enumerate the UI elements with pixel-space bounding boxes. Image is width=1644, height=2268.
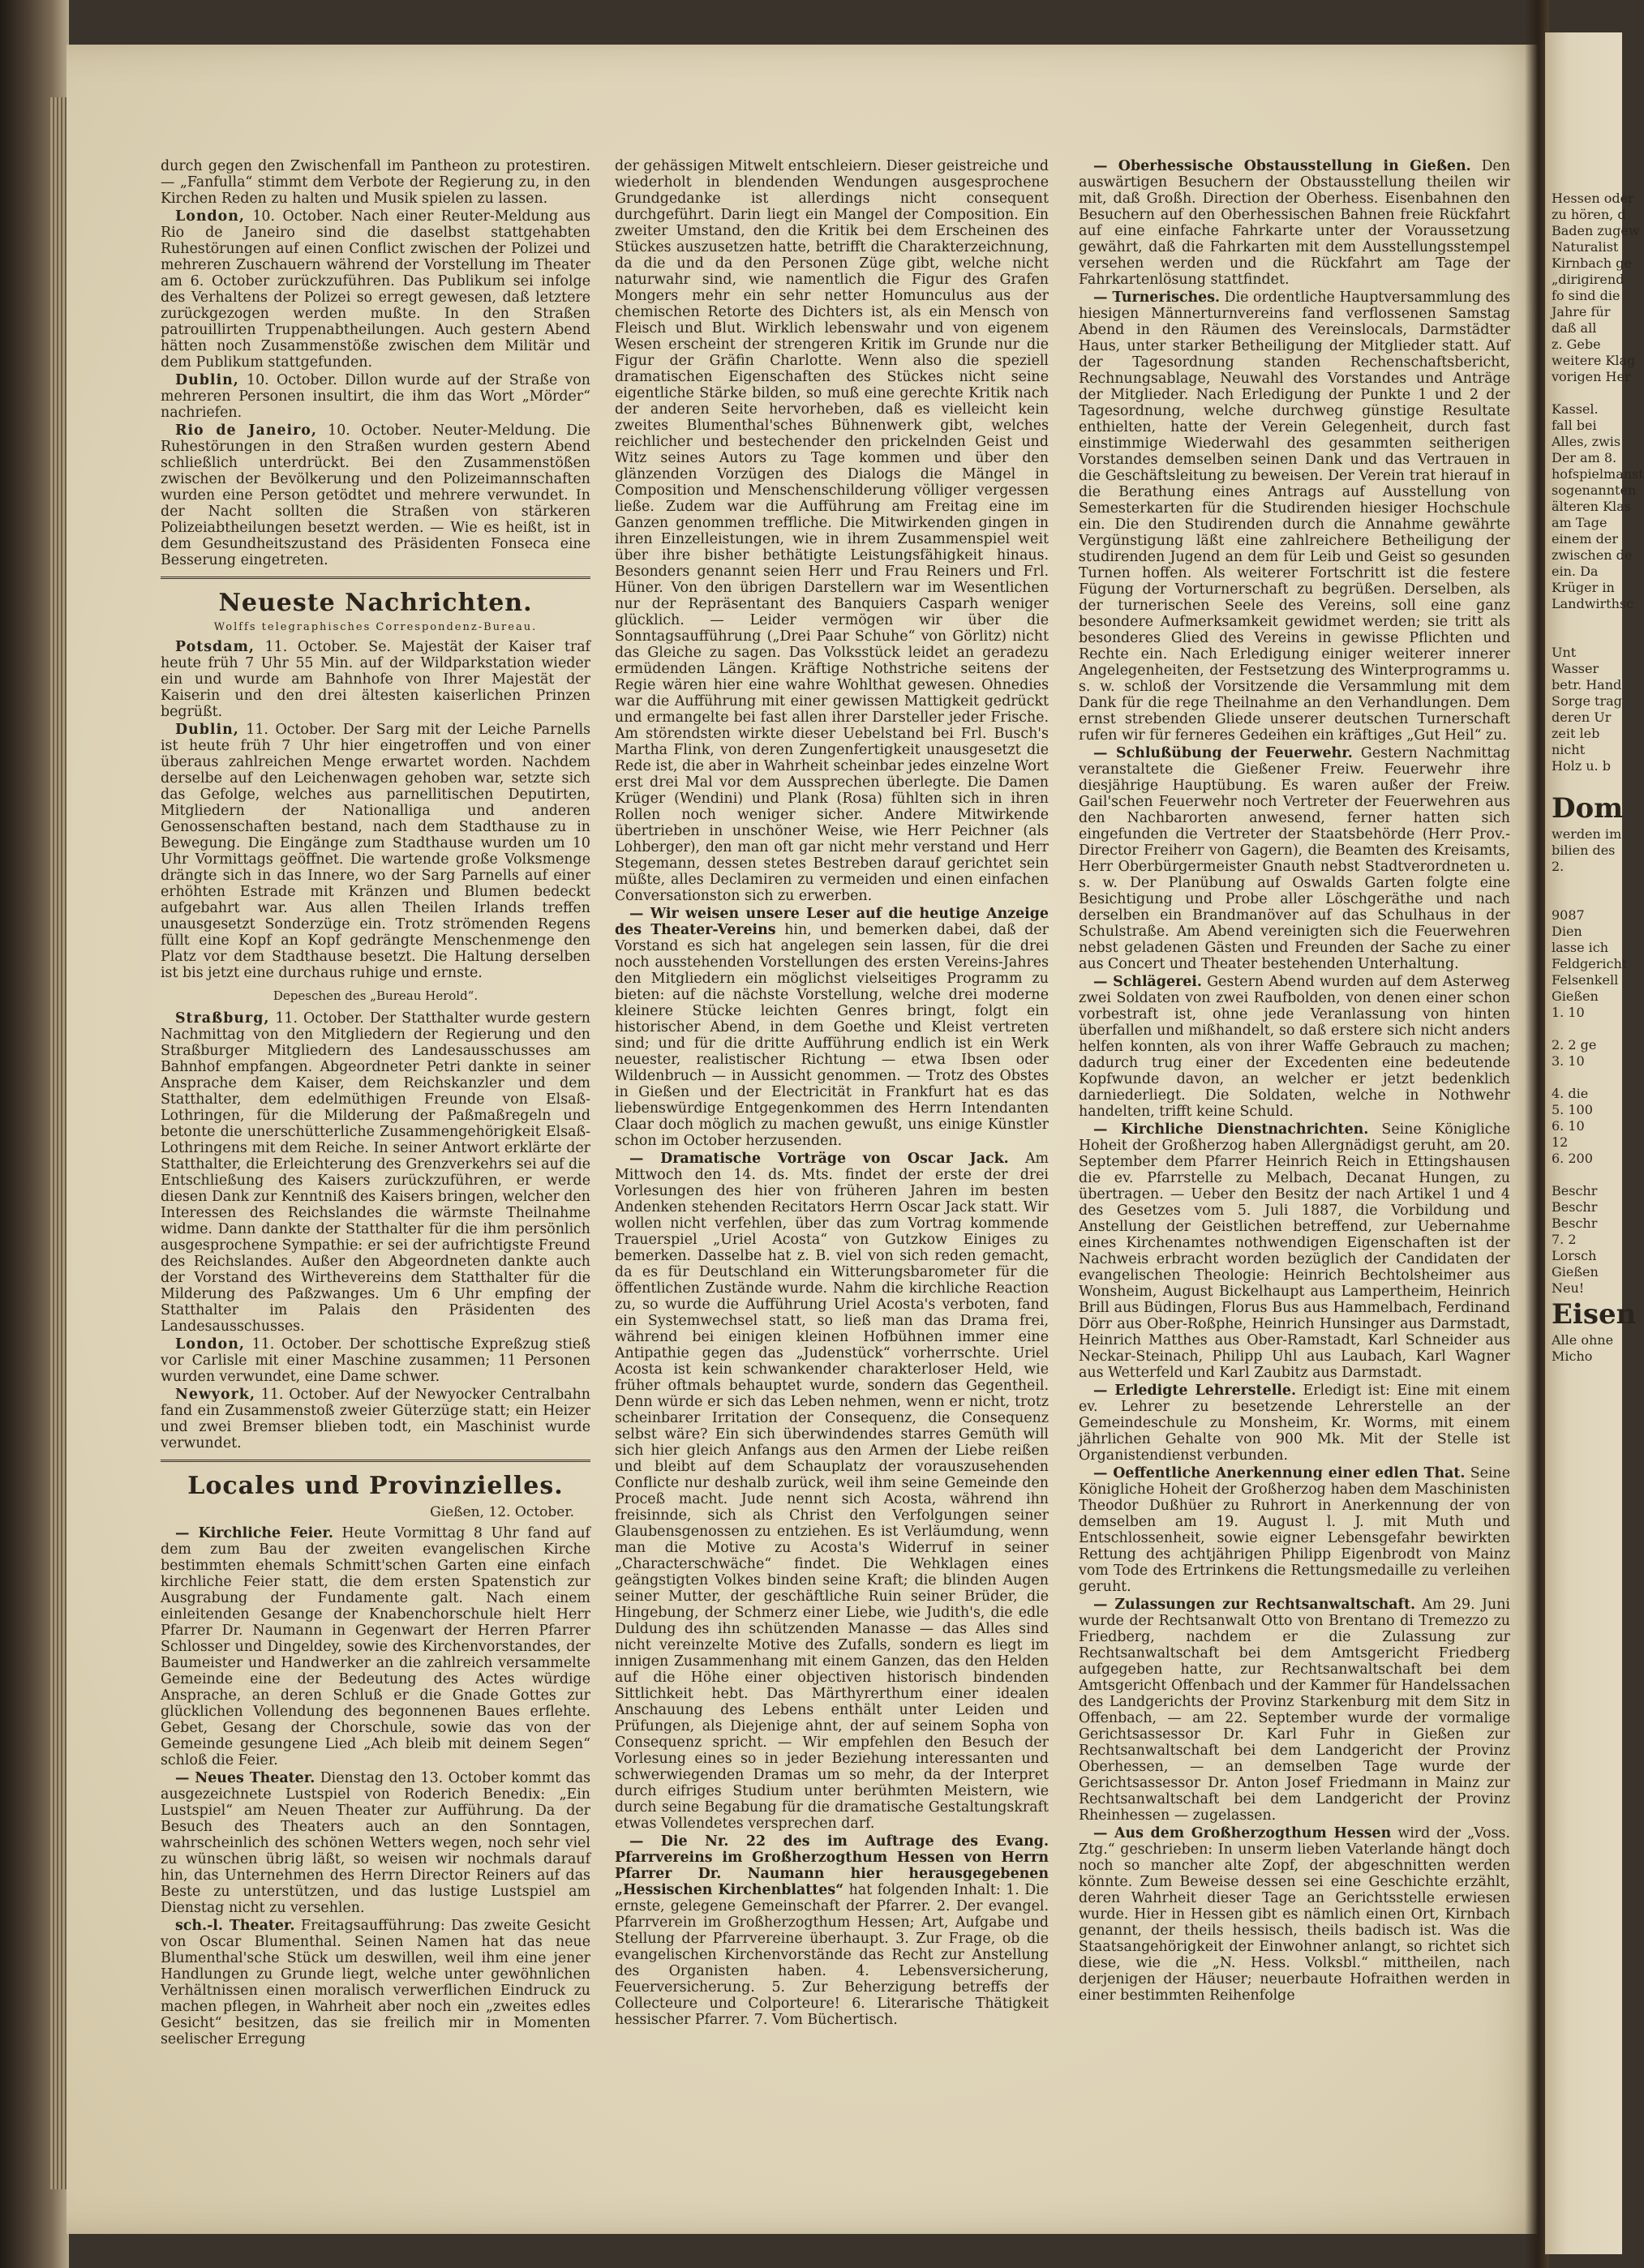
facing-page-line xyxy=(1552,774,1625,791)
dateline-city: Rio de Janeiro, xyxy=(175,422,317,439)
facing-page-line: Beschr xyxy=(1552,1215,1598,1231)
facing-page-line: 9087 xyxy=(1552,907,1585,923)
facing-page-line: vorigen Her xyxy=(1552,369,1631,384)
article-paragraph xyxy=(615,158,1049,904)
article-paragraph xyxy=(161,722,590,981)
article-text: 10. October. Neuter-Meldung. Die Ruhestörungen in den Straßen wurden gestern Abend schließlich unterdrückt. Bei den Zusammenstößen zwischen der Bevölkerung und den Polizeimannschaften wurden eine Person getödtet und mehrere verwundet. In der Nacht sollten die Straßen von stärkeren Polizeiabtheilungen besetzt werden. — Wie es heißt, ist in dem Gesundheitszustand des Präsidenten Fonseca eine Besserung eingetreten. xyxy=(161,422,590,568)
article-paragraph xyxy=(1079,289,1510,744)
article-text: 11. October. Se. Majestät der Kaiser traf heute früh 7 Uhr 55 Min. auf der Wildparkstation wieder ein und wurde am Bahnhofe von Ihrer Majestät der Kaiserin und den drei ältesten kaiserlichen Prinzen begrüßt. xyxy=(161,639,590,720)
column-3 xyxy=(1079,158,1510,2005)
facing-page-text xyxy=(1552,191,1644,1365)
article-paragraph xyxy=(161,1010,590,1335)
facing-page-line xyxy=(1552,612,1625,628)
facing-page-line: betr. Hand xyxy=(1552,677,1622,692)
article-keyword: — Oeffentliche Anerkennung einer edlen That. xyxy=(1093,1465,1466,1481)
article-paragraph xyxy=(1079,1121,1510,1381)
facing-page-line xyxy=(1552,891,1625,907)
article-paragraph xyxy=(1079,1825,1510,2004)
article-paragraph xyxy=(615,1833,1049,2028)
article-keyword: — Kirchliche Dienstnachrichten. xyxy=(1093,1121,1369,1138)
facing-page-line: nicht xyxy=(1552,742,1586,757)
facing-page-line: werden im xyxy=(1552,826,1622,842)
facing-page-line: Krüger in xyxy=(1552,580,1615,595)
article-keyword: — Aus dem Großherzogthum Hessen xyxy=(1093,1825,1392,1841)
facing-page-line: Holz u. b xyxy=(1552,758,1611,774)
facing-page-line: zeit leb xyxy=(1552,726,1600,741)
article-text: Den auswärtigen Besuchern der Obstausstellung theilen wir mit, daß Großh. Direction der Oberhess. Eisenbahnen den Besuchern auf den Oberhessischen Bahnen freie Rückfahrt auf eine einfache Fahrkarte unter der Voraussetzung gewährt, daß die Fahrkarten mit dem Ausstellungsstempel versehen werden und die Rückfahrt am Tage der Fahrkartenlösung stattfindet. xyxy=(1079,158,1511,288)
dateline-city: Dublin, xyxy=(175,722,239,738)
article-text: Dienstag den 13. October kommt das ausgezeichnete Lustspiel von Roderich Benedix: „Ein Lustspiel“ am Neuen Theater zur Aufführung. Da der Besuch des Theaters auch an den Sonntagen, wahrscheinlich des schönen Wetters wegen, noch sehr viel zu wünschen übrig läßt, so weisen wir nochmals darauf hin, das Unternehmen des Herrn Director Reiners auf das Beste zu unterstützen, und das lustige Lustspiel am Dienstag nicht zu versehlen. xyxy=(161,1770,590,1916)
article-text: Seine Königliche Hoheit der Großherzog haben Allergnädigst geruht, am 20. September dem Pfarrer Heinrich Reich in Ettingshausen die ev. Pfarrstelle zu Melbach, Decanat Hungen, zu übertragen. — Ueber den Besitz der nach Artikel 1 und 4 des Gesetzes vom 5. Juli 1887, die Vorbildung und Anstellung der Geistlichen betreffend, zur Uebernahme eines Kirchenamtes nothwendigen Eigenschaften ist der Nachweis erbracht worden bezüglich der Candidaten der evangelischen Theologie: Heinrich Bechtolsheimer aus Wonsheim, August Bickelhaupt aus Lampertheim, Heinrich Brill aus Büdingen, Florus Bus aus Hammelbach, Ferdinand Dörr aus Ober-Roßphe, Heinrich Hunsinger aus Darmstadt, Heinrich Matthes aus Ober-Ramstadt, Karl Schneider aus Neckar-Steinach, Philipp Uhl aus Laubach, Karl Wagner aus Wetterfeld und Karl Zaubitz aus Darmstadt. xyxy=(1079,1121,1510,1381)
article-keyword: — Wir weisen unsere Leser auf die heutige Anzeige des Theater-Vereins xyxy=(615,906,1049,938)
article-text: 11. October. Auf der Newyocker Centralbahn fand ein Zusammenstoß zweier Güterzüge statt; ein Heizer und zwei Bremser blieben todt, ein Maschinist wurde verwundet. xyxy=(161,1387,591,1451)
article-paragraph xyxy=(1079,974,1510,1120)
article-text: wird der „Voss. Ztg.“ geschrieben: In unserm lieben Vaterlande hängt doch noch so mancher alte Zopf, der abgeschnitten werden könnte. Zum Beweise dessen sei eine Geschichte erzählt, deren Wahrheit dieser Tage an Gerichtsstelle erwiesen wurde. Hier in Hessen gibt es nämlich einen Ort, Kirnbach genannt, der theils hessisch, theils badisch ist. Was die Staatsangehörigkeit der Einwohner anlangt, so richtet sich diese, wie die „N. Hess. Volksbl.“ mittheilen, nach derjenigen der Häuser; neuerbaute Hofraithen werden in einer bestimmten Reihenfolge xyxy=(1079,1825,1510,2004)
facing-page-fragment xyxy=(1545,32,1644,2254)
column-2 xyxy=(615,158,1049,2030)
facing-page-line: 12 xyxy=(1552,1134,1569,1150)
article-text: durch gegen den Zwischenfall im Pantheon zu protestiren. — „Fanfulla“ stimmt dem Verbote der Regierung zu, in den Kirchen Reden zu halten und Musik spielen zu lassen. xyxy=(161,158,590,207)
article-text: Die ordentliche Hauptversammlung des hiesigen Männerturnvereins fand verflossenen Samstag Abend in den Räumen des Vereinslocals, Darmstädter Haus, unter starker Betheiligung der Mitglieder statt. Auf der Tagesordnung standen Rechenschaftsbericht, Rechnungsablage, Neuwahl des Vorstandes und Anträge der Mitglieder. Nach Erledigung der Punkte 1 und 2 der Tagesordnung, welche durchweg günstige Resultate enthielten, hatte der Verein Gelegenheit, durch fast einstimmige Wiederwahl des gesammten seitherigen Vorstandes demselben seinen Dank und das Vertrauen in die Geschäftsleitung zu beweisen. Der Verein trat hierauf in die Berathung eines Antrags auf Ausstellung von Semesterkarten für die Studirenden hiesiger Hochschule ein. Die den Studirenden durch die Annahme gewährte Vergünstigung läßt eine zahlreichere Betheiligung der studirenden Jugend an dem für Leib und Geist so gesunden Turnen hoffen. Als weiterer Fortschritt ist die festere Fügung der Vorturnerschaft zu begrüßen. Derselben, als der turnerischen Seele des Vereins, soll eine ganz besondere Aufmerksamkeit gewidmet werden; sie tritt als besonderes Glied des Vereins in gewisse Pflichten und Rechte ein. Nach Erledigung einiger weiterer innerer Angelegenheiten, der Festsetzung des Winterprogramms u. s. w. schloß der Vorsitzende die Versammlung mit dem Dank für die rege Theilnahme an den Verhandlungen. Dem ernst strebenden Gliede unserer deutschen Turnerschaft rufen wir für ferneres Gedeihen ein kräftiges „Gut Heil“ zu. xyxy=(1079,289,1510,744)
article-keyword: — Schlußübung der Feuerwehr. xyxy=(1093,745,1353,761)
facing-page-line: 4. die xyxy=(1552,1086,1589,1101)
article-keyword: sch.-l. Theater. xyxy=(175,1918,295,1934)
article-paragraph xyxy=(161,158,590,207)
facing-page-line: fall bei xyxy=(1552,418,1597,433)
article-keyword: — Die Nr. 22 des im Auftrage des Evang. Pfarrvereins im Großherzogthum Hessen von Herrn Pfarrer Dr. Naumann hier herausgegebenen „Hessischen Kirchenblattes“ xyxy=(615,1833,1049,1898)
article-paragraph xyxy=(161,208,590,371)
article-text: Am 29. Juni wurde der Rechtsanwalt Otto von Brentano di Tremezzo zu Friedberg, nachdem er die Zulassung zur Rechtsanwaltschaft bei dem Amtsgericht Friedberg aufgegeben hatte, zur Rechtsanwaltschaft bei dem Amtsgericht Offenbach und der Kammer für Handelssachen des Landgerichts der Provinz Starkenburg mit dem Sitz in Offenbach, — am 22. September wurde der vormalige Gerichtsassessor Dr. Karl Fuhr in Gießen zur Rechtsanwaltschaft bei dem Landgericht der Provinz Oberhessen, — an demselben Tage wurde der Gerichtsassessor Dr. Anton Josef Friedmann in Mainz zur Rechtsanwaltschaft bei dem Landgericht der Provinz Rheinhessen — zugelassen. xyxy=(1079,1597,1510,1824)
facing-page-line: 3. 10 xyxy=(1552,1053,1585,1069)
article-text: 10. October. Dillon wurde auf der Straße von mehreren Personen insultirt, die ihm das Wort „Mörder“ nachriefen. xyxy=(161,372,591,421)
article-keyword: — Schlägerei. xyxy=(1093,974,1202,990)
article-text: Heute Vormittag 8 Uhr fand auf dem zum Bau der zweiten evangelischen Kirche bestimmten ehemals Schmitt'schen Garten eine einfach kirchliche Feier statt, die dem ersten Spatenstich zur Ausgrabung der Fundamente galt. Nach einem einleitenden Gesange der Knabenchorschule hielt Herr Pfarrer Dr. Naumann in Gegenwart der Herren Pfarrer Schlosser und Dingeldey, sowie des Kirchenvorstandes, der Baumeister und Handwerker an die zahlreich versammelte Gemeinde eine der Bedeutung des Actes würdige Ansprache, an deren Schluß er die Gnade Gottes zur glücklichen Vollendung des begonnenen Baues erflehte. Gebet, Gesang der Chorschule, sowie das von der Gemeinde gesungene Lied „Ach bleib mit deinem Segen“ schloß die Feier. xyxy=(161,1525,590,1769)
dateline-city: London, xyxy=(175,208,245,225)
facing-page-line: Kassel. xyxy=(1552,401,1599,417)
facing-page-line: Sorge trag xyxy=(1552,693,1622,709)
section-heading: Neueste Nachrichten. xyxy=(218,589,533,617)
facing-page-line: Baden zugew xyxy=(1552,223,1640,238)
facing-page-line: Gießen xyxy=(1552,1264,1599,1280)
article-text: der gehässigen Mitwelt entschleiern. Dieser geistreiche und wiederholt in blendenden Wendungen ausgesprochene Grundgedanke ist allerdings nicht consequent durchgeführt. Darin liegt ein Mangel der Composition. Ein zweiter Umstand, den die Kritik bei dem Erscheinen des Stückes auszusetzen hatte, betrifft die Charakterzeichnung, da die und da den Personen Züge gibt, welche nicht naturwahr sind, wie namentlich die Figur des Grafen Mongers mehr ein sehr netter Homunculus aus der chemischen Retorte des Dichters ist, als ein Mensch von Fleisch und Blut. Wirklich lebenswahr und von eigenem Wesen erscheint der strengeren Kritik im Grunde nur die Figur der Gräfin Charlotte. Wenn also die speziell dramatischen Eigenschaften des Stückes nicht seine eigentliche Stärke bilden, so muß eine gerechte Kritik nach der anderen Seite hervorheben, daß es vielleicht kein zweites Blumenthal'sches Bühnenwerk gibt, welches reichlicher und bestechender den prickelnden Geist und Witz seines Autors zu Tage kommen und über den glänzenden Vorzügen des Dialogs die Mängel in Composition und Menschenschilderung völliger vergessen ließe. Zudem war die Aufführung am Freitag eine im Ganzen genommen treffliche. Die Mitwirkenden gingen in ihren Einzelleistungen, wie in ihrem Zusammenspiel weit über ihre bisher bethätigte Leistungsfähigkeit hinaus. Besonders genannt seien Herr und Frau Reiners und Frl. Hüner. Von den übrigen Darstellern war im Wesentlichen nur der Repräsentant des Banquiers Casparh weniger glücklich. — Leider vermögen wir über die Sonntagsaufführung („Drei Paar Schuhe“ von Görlitz) nicht das Gleiche zu sagen. Das Volksstück leidet an geradezu ermüdenden Längen. Kräftige Nothstriche seitens der Regie wären hier eine wahre Wohlthat gewesen. Ohnedies war die Aufführung mit einer gewissen Mattigkeit gedrückt und ermangelte bei fast allen ihrer Darsteller jeder Frische. Am störendsten wirkte dieser Uebelstand bei Frl. Busch's Martha Flink, von deren Zungenfertigkeit unausgesetzt die Rede ist, die aber in Wahrheit scheinbar jedes einzelne Wort erst drei Mal vor dem Aussprechen überlegte. Die Damen Krüger (Wendini) und Plank (Rosa) fühlten sich in ihren Rollen noch weniger sicher. Andere Mitwirkende übertrieben in unschöner Weise, wie Herr Peichner (als Lohberger), den man oft gar nicht mehr verstand und Herr Stegemann, dessen stetes Bestreben darauf gerichtet sein müßte, alles Declamiren zu vermeiden und einen einfachen Conversationston sich zu erwerben. xyxy=(615,158,1049,904)
facing-page-line: Lorsch xyxy=(1552,1248,1597,1263)
facing-page-line: lasse ich xyxy=(1552,940,1609,955)
article-keyword: — Zulassungen zur Rechtsanwaltschaft. xyxy=(1093,1597,1416,1613)
article-paragraph xyxy=(1079,158,1510,288)
section-heading: Locales und Provinzielles. xyxy=(187,1472,564,1500)
article-paragraph xyxy=(161,1918,590,2047)
facing-page-line: „dirigirend xyxy=(1552,272,1625,287)
facing-page-line: Alles, zwis xyxy=(1552,434,1621,449)
article-paragraph xyxy=(1079,745,1510,972)
article-keyword: — Oberhessische Obstausstellung in Gießen. xyxy=(1093,158,1471,174)
article-text: 10. October. Nach einer Reuter-Meldung aus Rio de Janeiro sind die daselbst stattgehabten Ruhestörungen auf einen Conflict zwischen der Polizei und mehreren Zuschauern während der Vorstellung im Theater am 6. October zurückzuführen. Das Publikum sei infolge des Verhaltens der Polizei so erregt gewesen, daß letztere zurückgezogen werden mußte. In den Straßen patrouillirten Truppenabtheilungen. Auch gestern Abend hätten noch Zusammenstöße zwischen dem Militär und dem Publikum stattgefunden. xyxy=(161,208,590,371)
article-paragraph xyxy=(615,1151,1049,1832)
facing-page-line: Der am 8. xyxy=(1552,450,1617,465)
section-subheading: Wolffs telegraphisches Correspondenz-Bureau. xyxy=(213,621,538,633)
article-text: Am Mittwoch den 14. ds. Mts. findet der erste der drei Vorlesungen des hier von früheren Jahren im besten Andenken stehenden Recitators Herrn Oscar Jack statt. Wir wollen nicht verfehlen, über das zum Vortrag kommende Trauerspiel „Uriel Acosta“ von Gutzkow Einiges zu bemerken. Dasselbe hat z. B. viel von sich reden gemacht, da es für Deutschland ein Witterungsbarometer für die öffentlichen Zustände wurde. Nahm die kirchliche Reaction zu, so wurde die Aufführung Uriel Acosta's verboten, fand ein Systemwechsel statt, so ließ man das Drama frei, während bei einigen kleinen Hofbühnen immer eine Antipathie gegen das „Judenstück“ vorherrschte. Uriel Acosta ist kein schwankender charakterloser Held, wie früher oftmals behauptet wurde, sondern das Gegentheil. Denn würde er sich das Leben nehmen, wenn er nicht, trotz scheinbarer Irritation der Consequenz, die Consequenz selbst wäre? Ein sich überwindendes starres Gemüth will sich hier gleich Anfangs aus den Armen der Liebe reißen und bleibt auf dem Schauplatz der vorauszusehenden Conflicte nur deshalb zurück, weil ihm seine Gemeinde den Proceß macht. Jude nennt sich Acosta, während ihn freisinnde, sich als Christ den Verfolgungen seiner Glaubensgenossen zu entziehen. Es ist Verläumdung, wenn man die Motive zu Acosta's Widerruf in seiner „Characterschwäche“ findet. Die Wehklagen eines geängstigten Volkes binden seine Kraft; die blinden Augen seiner Mutter, der geschäftliche Ruin seiner Brüder, die Hingebung, der Schmerz einer Liebe, wie Judith's, die edle Duldung des ihn schützenden Manasse — das Alles sind nicht vereinzelte Motive des Zufalls, sondern es liegt im innigen Zusammenhang mit einem Ganzen, das den Helden auf die Höhe einer objectiven historisch bindenden Sittlichkeit hebt. Das Märthyrerthum einer idealen Anschauung des Lebens enthält unter Leiden und Prüfungen, als Diejenige ahnt, der auf seinem Sopha von Consequenz spricht. — Wir empfehlen den Besuch der Vorlesung eines so in jeder Beziehung interessanten und schwerwiegenden Dramas um so mehr, da der Interpret durch eifriges Studium unter berühmten Meistern, wie durch seine Begabung für die dramatische Gestaltungskraft etwas Vollendetes versprechen darf. xyxy=(615,1151,1049,1832)
facing-page-line: 2. 2 ge xyxy=(1552,1037,1597,1053)
facing-page-line: Wasser xyxy=(1552,661,1599,676)
facing-page-line: Beschr xyxy=(1552,1199,1598,1215)
article-text: 11. October. Der Statthalter wurde gestern Nachmittag von den Mitgliedern der Regierung und den Straßburger Mitgliedern des Landesausschusses am Bahnhof empfangen. Abgeordneter Petri dankte in seiner Ansprache dem Kaiser, dem Reichskanzler und dem Statthalter, dem edelmüthigen Freunde von Elsaß-Lothringen, für die Milderung der Paßmaßregeln und betonte die unerschütterliche Zusammengehörigkeit Elsaß-Lothringens mit dem Reiche. In seiner Antwort erklärte der Statthalter, die Erleichterung des Grenzverkehrs sei auf die Entschließung des Kaisers zurückzuführen, er werde diesen Dank zur Kenntniß des Kaisers bringen, welcher den Interessen des Reichslandes die wärmste Theilnahme widme. Dann dankte der Statthalter für die ihm persönlich ausgesprochene Sympathie: er sei der aufrichtigste Freund des Reichslandes. Außer den Abgeordneten dankte auch der Vorstand des Wirthevereins dem Statthalter für die Milderung des Paßzwanges. Um 6 Uhr empfing der Statthalter im Palais den Präsidenten des Landesausschusses. xyxy=(161,1010,590,1335)
facing-page-line: Landwirthsc xyxy=(1552,596,1634,611)
article-paragraph xyxy=(615,906,1049,1149)
facing-page-line: Dien xyxy=(1552,924,1582,939)
facing-page-line xyxy=(1552,875,1625,891)
facing-page-line xyxy=(1552,1021,1625,1037)
facing-page-line: einem der xyxy=(1552,531,1618,547)
article-text: hin, und bemerken dabei, daß der Vorstand es sich hat angelegen sein lassen, für die drei noch ausstehenden Vorstellungen des ersten Vereins-Jahres den Mitgliedern ein möglichst vielseitiges Programm zu bieten: auf die nächste Vorstellung, welche drei moderne kleinere Stücke leichten Genres bringt, folgt ein historischer Abend, in dem Goethe und Kleist vertreten sind; und für die dritte Aufführung endlich ist ein Werk neuester, realistischer Richtung — etwa Ibsen oder Wildenbruch — in Aussicht genommen. — Trotz des Obstes in Gießen und der Electricität in Frankfurt hat es das liebenswürdige Entgegenkommen des Herrn Intendanten Claar doch möglich zu machen gewußt, uns einige Künstler schon im October herzusenden. xyxy=(615,922,1049,1149)
facing-page-line: zu hören, d xyxy=(1552,207,1626,222)
article-paragraph xyxy=(161,372,590,421)
article-keyword: — Kirchliche Feier. xyxy=(175,1525,333,1541)
dateline-city: London, xyxy=(175,1336,245,1353)
dateline-city: Newyork, xyxy=(175,1387,255,1403)
facing-page-line: sogenannten xyxy=(1552,482,1637,498)
article-paragraph xyxy=(161,639,590,720)
facing-page-line: Gießen xyxy=(1552,988,1599,1004)
article-text: 11. October. Der Sarg mit der Leiche Parnells ist heute früh 7 Uhr hier eingetroffen und von einer überaus zahlreichen Menge erwartet worden. Nachdem derselbe auf den Leichenwagen gehoben war, setzte sich das Gefolge, welches aus parnellitischen Deputirten, Mitgliedern der Nationalliga und anderen Genossenschaften bestand, nach dem Stadthause zu in Bewegung. Die Eingänge zum Stadthause wurden um 10 Uhr Vormittags geöffnet. Die wartende große Volksmenge drängte sich in das Innere, wo der Sarg Parnells auf einer erhöhten Estrade mit Kränzen und Blumen bedeckt aufgebahrt war. Aus allen Theilen Irlands treffen unausgesetzt Sonderzüge ein. Trotz strömenden Regens füllt eine Kopf an Kopf gedrängte Menschenmenge den Platz vor dem Stadthause besetzt. Die Haltung derselben ist bis jetzt eine durchaus ruhige und ernste. xyxy=(161,722,591,981)
dateline-city: Potsdam, xyxy=(175,639,255,655)
article-text: Gestern Nachmittag veranstaltete die Gießener Freiw. Feuerwehr ihre diesjährige Hauptübung. Es waren außer der Freiw. Gail'schen Feuerwehr noch Vertreter der Feuerwehren aus den Nachbarorten anwesend, ferner hatten sich eingefunden die Vertreter der Staatsbehörde (Herr Prov.-Director Freiherr von Gagern), die Beamten des Kreisamts, Herr Oberbürgermeister Gnauth nebst Stadtverordneten u. s. w. Der Planübung auf Oswalds Garten folgte eine Besichtigung und Probe aller Löschgeräthe und nach derselben ein Brandmanöver auf das Schulhaus in der Schulstraße. Am Abend vereinigten sich die Feuerwehren nebst geladenen Gästen und Freunden der Sache zu einer aus Concert und Theater bestehenden Unterhaltung. xyxy=(1079,745,1510,972)
dateline-city: Dublin, xyxy=(175,372,239,388)
facing-page-line: bilien des xyxy=(1552,842,1616,858)
article-text: 11. October. Der schottische Expreßzug stieß vor Carlisle mit einer Maschine zusammen; 11 Personen wurden verwundet, eine Dame schwer. xyxy=(161,1336,590,1385)
facing-page-line: Dom xyxy=(1552,792,1624,825)
article-text: hat folgenden Inhalt: 1. Die ernste, gelegene Gemeinschaft der Pfarrer. 2. Der evangel. Pfarrverein im Großherzogthum Hessen; Art, Aufgabe und Stellung der Pfarrvereine überhaupt. 3. Zur Frage, ob die evangelischen Kirchenvorstände das Recht zur Anstellung des Organisten haben. 4. Lebensversicherung, Feuerversicherung. 5. Zur Beherzigung betreffs der Collecteure und Colporteure! 6. Literarische Thätigkeit hessischer Pfarrer. 7. Vom Büchertisch. xyxy=(615,1882,1049,2028)
facing-page-line: am Tage xyxy=(1552,515,1608,530)
article-text: Erledigt ist: Eine mit einem ev. Lehrer zu besetzende Lehrerstelle an der Gemeindeschule zu Monsheim, Kr. Worms, mit einem jährlichen Gehalte von 900 Mk. Mit der Stelle ist Organistendienst verbunden. xyxy=(1079,1383,1510,1464)
facing-page-line: 2. xyxy=(1552,859,1565,874)
facing-page-line: älteren Klas xyxy=(1552,499,1631,514)
facing-page-line: ein. Da xyxy=(1552,564,1599,579)
facing-page-line: deren Ur xyxy=(1552,710,1612,725)
facing-page-line: 1. 10 xyxy=(1552,1005,1585,1020)
article-paragraph xyxy=(1079,1465,1510,1595)
article-paragraph xyxy=(161,1770,590,1916)
facing-page-line: fo sind die xyxy=(1552,288,1620,303)
article-paragraph xyxy=(1079,1383,1510,1464)
facing-page-line: Feldgericht xyxy=(1552,956,1628,971)
facing-page-line: 7. 2 xyxy=(1552,1232,1577,1247)
facing-page-line: 6. 200 xyxy=(1552,1151,1593,1166)
article-text: Gestern Abend wurden auf dem Asterweg zwei Soldaten von zwei Raufbolden, von denen einer schon vorbestraft ist, ohne jede Veranlassung von hinten überfallen und mißhandelt, so daß erstere sich nicht anders helfen konnten, als von ihrer Waffe Gebrauch zu machen; dadurch trug einer der Excedenten eine bedeutende Kopfwunde davon, an welcher er jetzt bedenklich darniederliegt. Die Soldaten, welche in Nothwehr handelten, trifft keine Schuld. xyxy=(1079,974,1510,1120)
article-keyword: — Erledigte Lehrerstelle. xyxy=(1093,1383,1297,1399)
facing-page-line: weitere Klag xyxy=(1552,353,1636,368)
facing-page-line: Jahre für xyxy=(1552,304,1611,319)
column-1 xyxy=(161,158,590,2049)
dateline: Gießen, 12. October. xyxy=(430,1504,574,1520)
facing-page-line: Naturalist xyxy=(1552,239,1619,255)
article-paragraph xyxy=(161,1525,590,1769)
article-keyword: — Turnerisches. xyxy=(1093,289,1221,306)
article-paragraph xyxy=(161,422,590,568)
article-text: Seine Königliche Hoheit der Großherzog haben dem Maschinisten Theodor Dußhüer zu Ruhrort in Anerkennung der von demselben am 19. August l. J. mit Muth und Entschlossenheit, sowie eigner Lebensgefahr bewirkten Rettung des achtjährigen Philipp Eigenbrodt von Mainz vom Tode des Ertrinkens die Rettungsmedaille zu verleihen geruht. xyxy=(1079,1465,1511,1595)
facing-page-line: Felsenkell xyxy=(1552,972,1619,988)
article-text: Freitagsaufführung: Das zweite Gesicht von Oscar Blumenthal. Seinen Namen hat das neue Blumenthal'sche Stück um deswillen, weil ihm eine jener Handlungen zu Grunde liegt, welche unter gewöhnlichen Verhältnissen einen moralisch verwerflichen Eindruck zu machen pflegen, in Wahrheit aber noch ein „zweites edles Gesicht“ besitzen, das sie freilich mir in Momenten seelischer Erregung xyxy=(161,1918,590,2047)
source-caption: Depeschen des „Bureau Herold“. xyxy=(273,988,479,1003)
facing-page-line: Eisen xyxy=(1552,1298,1637,1331)
facing-page-line: Unt xyxy=(1552,645,1577,660)
facing-page-line xyxy=(1552,628,1625,645)
article-paragraph xyxy=(161,1387,590,1451)
section-divider xyxy=(161,1460,590,1462)
facing-page-line: 5. 100 xyxy=(1552,1102,1593,1117)
facing-page-line xyxy=(1552,1070,1625,1086)
article-paragraph xyxy=(161,1336,590,1385)
facing-page-line: 6. 10 xyxy=(1552,1118,1585,1134)
facing-page-line xyxy=(1552,385,1625,401)
article-paragraph xyxy=(1079,1597,1510,1824)
facing-page-line: Alle ohne xyxy=(1552,1332,1614,1348)
section-divider xyxy=(161,577,590,579)
dateline-city: Straßburg, xyxy=(175,1010,270,1027)
article-keyword: — Neues Theater. xyxy=(175,1770,315,1786)
facing-page-line xyxy=(1552,1167,1625,1183)
facing-page-line: Micho xyxy=(1552,1348,1593,1364)
facing-page-line: Hessen oder xyxy=(1552,191,1634,206)
facing-page-line: daß all xyxy=(1552,320,1597,336)
facing-page-line: Neu! xyxy=(1552,1280,1585,1296)
facing-page-line: zwischen de xyxy=(1552,547,1633,563)
facing-page-line: Beschr xyxy=(1552,1183,1598,1198)
facing-page-line: z. Gebe xyxy=(1552,337,1601,352)
facing-page-line: Kirnbach ge xyxy=(1552,255,1632,271)
facing-page-line: hofspielmanst xyxy=(1552,466,1644,482)
article-keyword: — Dramatische Vorträge von Oscar Jack. xyxy=(629,1151,1009,1167)
